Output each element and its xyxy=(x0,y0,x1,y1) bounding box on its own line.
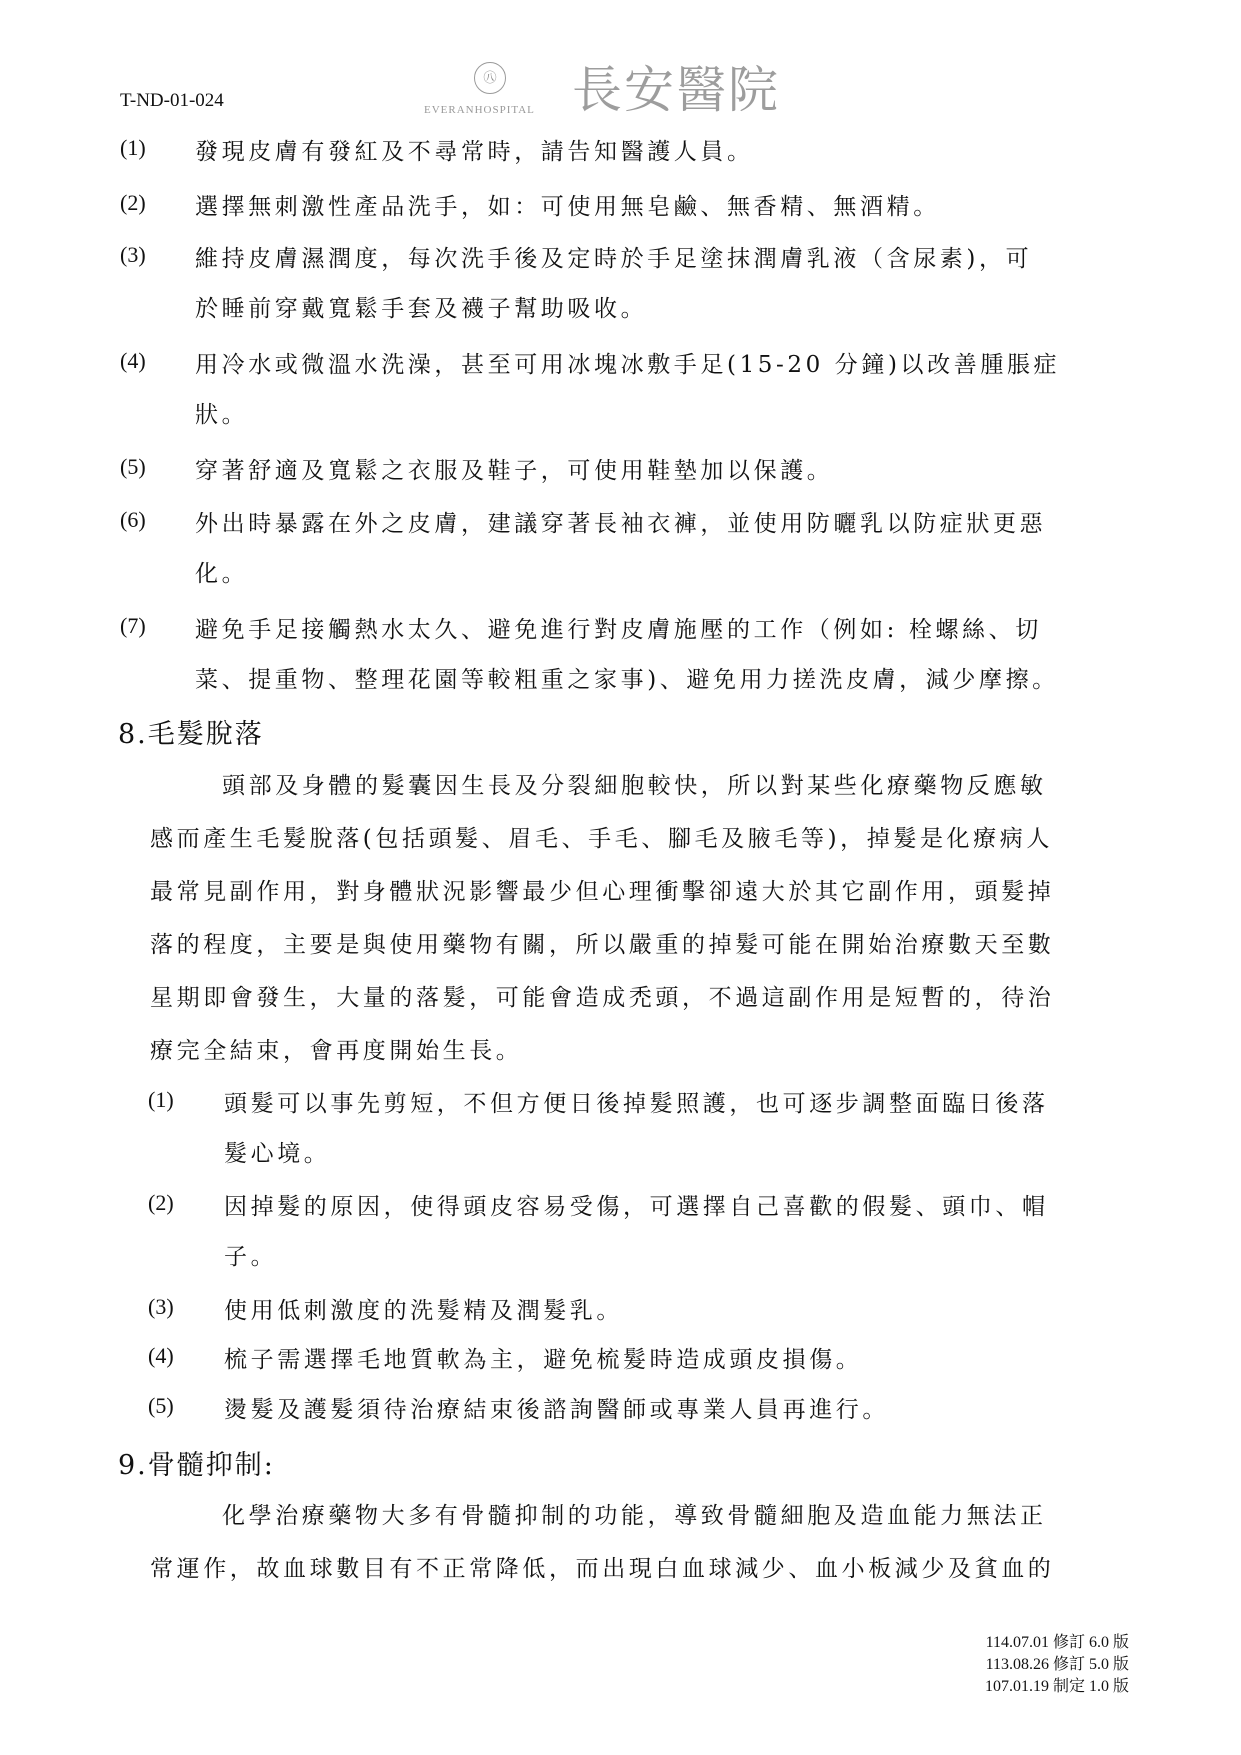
paragraph-line: 常運作，故血球數目有不正常降低，而出現白血球減少、血小板減少及貧血的 xyxy=(150,1556,1055,1582)
paragraph-line: 感而產生毛髮脫落(包括頭髮、眉毛、手毛、腳毛及腋毛等)，掉髮是化療病人 xyxy=(150,826,1053,852)
list-item-number: (1) xyxy=(148,1087,174,1112)
list-item-number: (6) xyxy=(120,507,146,532)
list-item-text: 梳子需選擇毛地質軟為主，避免梳髮時造成頭皮損傷。 xyxy=(224,1347,863,1373)
list-item-text: 外出時暴露在外之皮膚，建議穿著長袖衣褲，並使用防曬乳以防症狀更惡 xyxy=(195,511,1047,537)
hospital-logo xyxy=(424,60,844,120)
list-item-text: 狀。 xyxy=(195,402,249,428)
list-item-text: 頭髮可以事先剪短，不但方便日後掉髮照護，也可逐步調整面臨日後落 xyxy=(224,1091,1049,1117)
list-item-text: 穿著舒適及寬鬆之衣服及鞋子，可使用鞋墊加以保護。 xyxy=(195,458,834,484)
list-item-number: (5) xyxy=(120,454,146,479)
list-item-number: (2) xyxy=(148,1190,174,1215)
paragraph-line: 落的程度，主要是與使用藥物有關，所以嚴重的掉髮可能在開始治療數天至數 xyxy=(150,932,1055,958)
list-item-text: 發現皮膚有發紅及不尋常時，請告知醫護人員。 xyxy=(195,139,754,165)
list-item-text: 用冷水或微溫水洗澡，甚至可用冰塊冰敷手足(15-20 分鐘)以改善腫脹症 xyxy=(195,352,1061,378)
list-item-text: 菜、提重物、整理花園等較粗重之家事)、避免用力搓洗皮膚，減少摩擦。 xyxy=(195,667,1059,693)
list-item-text: 於睡前穿戴寬鬆手套及襪子幫助吸收。 xyxy=(195,296,648,322)
list-item-text: 避免手足接觸熱水太久、避免進行對皮膚施壓的工作（例如: 栓螺絲、切 xyxy=(195,617,1042,643)
logo-emblem-icon: ㊇ xyxy=(474,62,506,94)
list-item-text: 髮心境。 xyxy=(224,1141,331,1167)
list-item-text: 使用低刺激度的洗髮精及潤髮乳。 xyxy=(224,1298,623,1324)
revision-line: 114.07.01 修訂 6.0 版 xyxy=(985,1634,1129,1651)
list-item-text: 子。 xyxy=(224,1244,278,1270)
paragraph-line: 療完全結束，會再度開始生長。 xyxy=(150,1038,523,1064)
paragraph-line: 頭部及身體的髮囊因生長及分裂細胞較快，所以對某些化療藥物反應敏 xyxy=(222,773,1047,799)
list-item-number: (1) xyxy=(120,135,146,160)
list-item-text: 因掉髮的原因，使得頭皮容易受傷，可選擇自己喜歡的假髮、頭巾、帽 xyxy=(224,1194,1049,1220)
list-item-number: (7) xyxy=(120,613,146,638)
revision-line: 113.08.26 修訂 5.0 版 xyxy=(985,1656,1129,1673)
list-item-number: (4) xyxy=(148,1343,174,1368)
revision-line: 107.01.19 制定 1.0 版 xyxy=(984,1678,1129,1695)
revision-history xyxy=(985,1632,1129,1698)
logo-english-name: EVERANHOSPITAL xyxy=(424,104,535,116)
list-item-number: (3) xyxy=(120,242,146,267)
list-item-text: 維持皮膚濕潤度，每次洗手後及定時於手足塗抹潤膚乳液（含尿素)，可 xyxy=(195,246,1033,272)
section-heading-hair-loss: 8.毛髮脫落 xyxy=(118,719,264,750)
list-item-number: (5) xyxy=(148,1393,174,1418)
paragraph-line: 最常見副作用，對身體狀況影響最少但心理衝擊卻遠大於其它副作用，頭髮掉 xyxy=(150,879,1055,905)
list-item-text: 選擇無刺激性產品洗手，如：可使用無皂鹼、無香精、無酒精。 xyxy=(195,194,940,220)
list-item-text: 化。 xyxy=(195,561,249,587)
paragraph-line: 星期即會發生，大量的落髮，可能會造成禿頭，不過這副作用是短暫的，待治 xyxy=(150,985,1055,1011)
list-item-text: 燙髮及護髮須待治療結束後諮詢醫師或專業人員再進行。 xyxy=(224,1397,889,1423)
section-heading-bone-marrow: 9.骨髓抑制: xyxy=(118,1450,275,1481)
list-item-number: (3) xyxy=(148,1294,174,1319)
doc-code: T-ND-01-024 xyxy=(120,90,224,111)
paragraph-line: 化學治療藥物大多有骨髓抑制的功能，導致骨髓細胞及造血能力無法正 xyxy=(222,1503,1047,1529)
list-item-number: (4) xyxy=(120,348,146,373)
logo-chinese-name: 長安醫院 xyxy=(572,61,780,119)
list-item-number: (2) xyxy=(120,190,146,215)
